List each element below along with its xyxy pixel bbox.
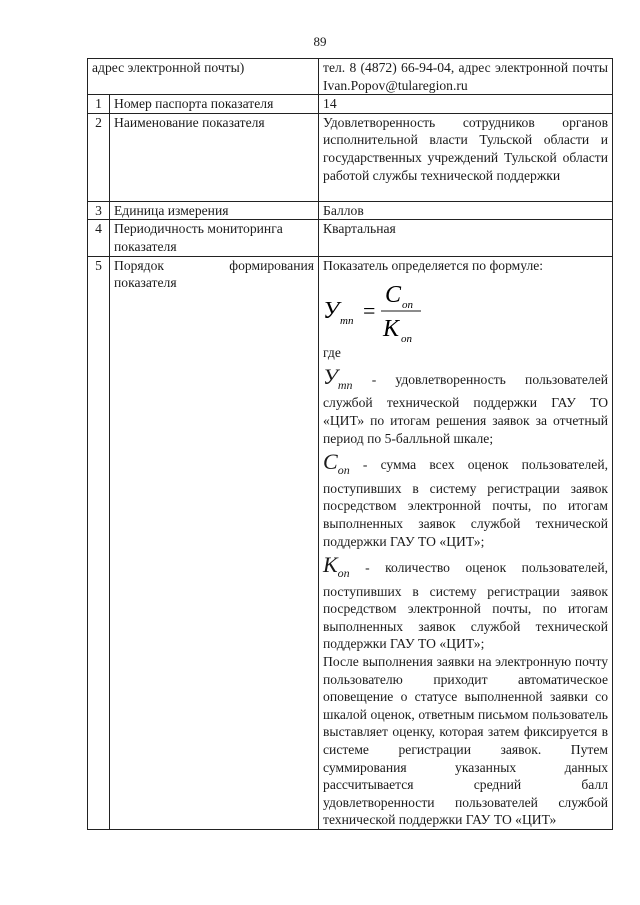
definition-cop: [323, 449, 609, 550]
where-label: где: [323, 345, 341, 361]
contact-label-cell: [88, 59, 319, 95]
formula: [323, 278, 608, 346]
indicator-passport-table: [87, 58, 613, 830]
table-row: [88, 220, 613, 256]
definition-utp: [323, 363, 609, 447]
row-label-line: показателя: [114, 275, 177, 291]
definition-kop: [323, 552, 609, 653]
table-row: [88, 95, 613, 114]
page-number: 89: [313, 34, 327, 49]
symbol: К: [323, 552, 338, 578]
table-row: [88, 113, 613, 201]
row-value: Квартальная: [319, 220, 613, 256]
symbol: С: [323, 449, 338, 475]
table-row: [88, 201, 613, 220]
row-label-word: формирования: [229, 257, 315, 273]
formula-intro: Показатель определяется по формуле:: [323, 257, 544, 273]
row-number: 3: [88, 201, 110, 220]
contact-value: тел. 8 (4872) 66-94-04, адрес электронной почты Ivan.Popov@tularegion.ru: [323, 60, 609, 93]
symbol-sub: оп: [337, 566, 350, 581]
table-row: [88, 59, 613, 95]
formula-lhs: У: [323, 298, 340, 325]
definition-text: - сумма всех оценок пользователей, поступивших в систему регистрации заявок посредством электронной почты, по итогам выполненных заявок службой технической поддержки ГАУ ТО «ЦИТ»;: [323, 457, 609, 549]
row-number: 1: [88, 95, 110, 114]
row-label-word: Порядок: [114, 257, 164, 273]
contact-label: адрес электронной почты): [92, 60, 245, 75]
symbol-sub: оп: [337, 463, 350, 478]
row-number: 4: [88, 220, 110, 256]
contact-value-cell: [319, 59, 613, 95]
formula-fraction: [323, 278, 443, 346]
formula-denominator: К: [383, 316, 399, 343]
row-value: Баллов: [319, 201, 613, 220]
table-row: [88, 256, 613, 829]
procedure-text: После выполнения заявки на электронную почту пользователю приходит автоматическое оповещение о статусе выполненной заявки со шкалой оценок, ответным письмом пользователь выставляет оценку, которая затем фиксируется в системе регистрации заявок. Путем суммирования указанных данных рассчитывается средний балл удовлетворенности пользователей службой технической поддержки ГАУ ТО «ЦИТ»: [323, 654, 609, 828]
formula-lhs-sub: тп: [340, 315, 354, 328]
formula-numerator-sub: оп: [402, 299, 414, 312]
row-number: 2: [88, 113, 110, 201]
formula-eq: =: [363, 298, 376, 324]
row-label: Единица измерения: [110, 201, 319, 220]
definition-text: - количество оценок пользователей, поступивших в систему регистрации заявок посредством электронной почты, по итогам выполненных заявок службой технической поддержки ГАУ ТО «ЦИТ»;: [323, 560, 609, 652]
row-value: Удовлетворенность сотрудников органов исполнительной власти Тульской области и государственных учреждений Тульской области работой службы технической поддержки: [319, 113, 613, 201]
row-value: 14: [319, 95, 613, 114]
formula-denominator-sub: оп: [401, 333, 413, 346]
row-label: [110, 256, 319, 829]
symbol-sub: тп: [337, 377, 353, 392]
row-value: [319, 256, 613, 829]
row-number: 5: [88, 256, 110, 829]
formula-numerator: С: [385, 282, 402, 309]
definition-text: - удовлетворенность пользователей службой технической поддержки ГАУ ТО «ЦИТ» по итогам решения заявок за отчетный период по 5-балльной шкале;: [323, 371, 609, 446]
symbol: У: [323, 363, 338, 389]
row-label: Наименование показателя: [110, 113, 319, 201]
row-label: Периодичность мониторинга показателя: [110, 220, 319, 256]
row-label: Номер паспорта показателя: [110, 95, 319, 114]
